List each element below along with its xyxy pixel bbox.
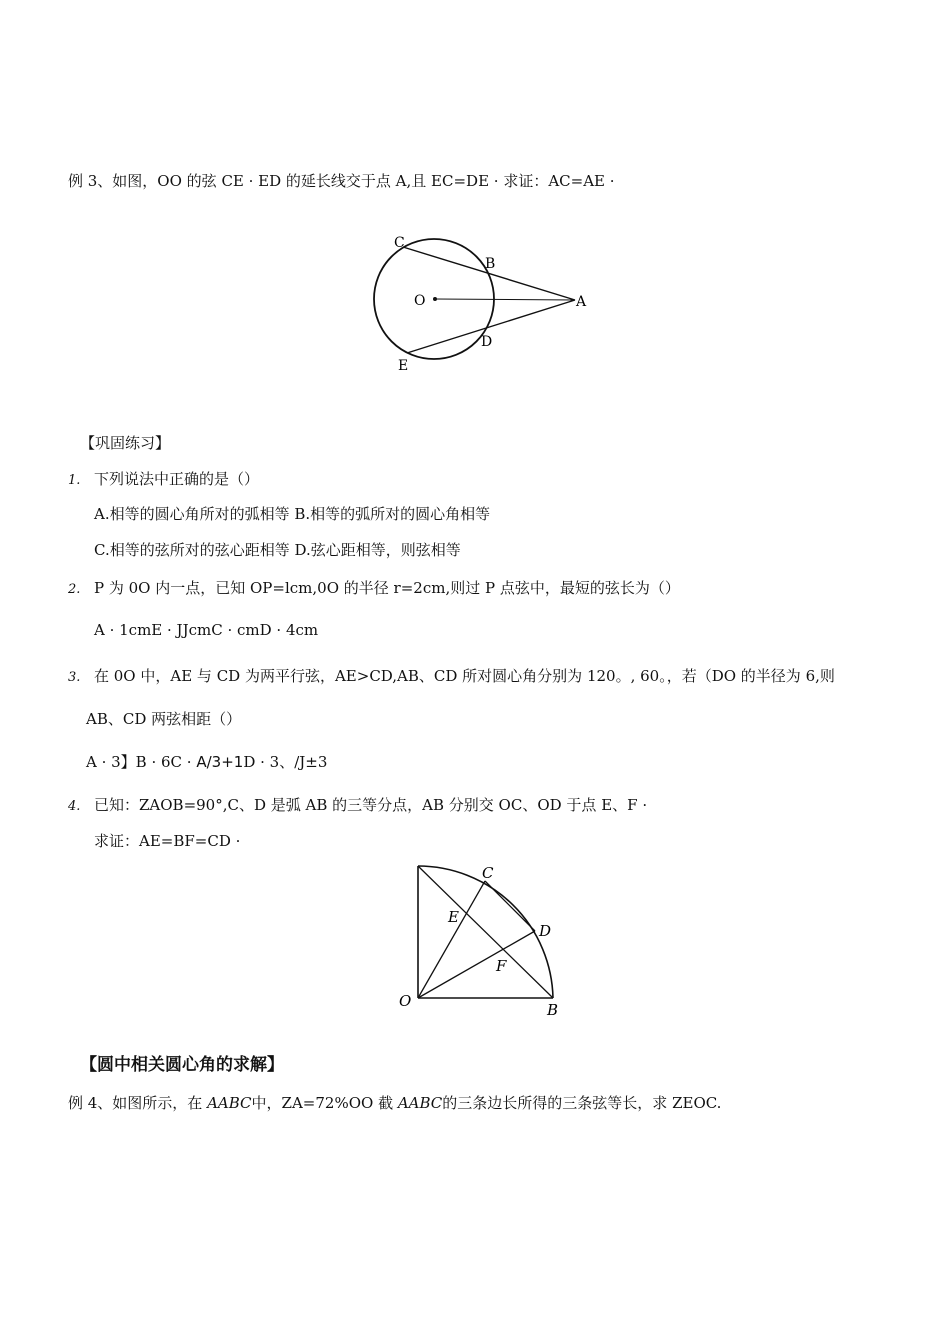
question-1-options-cd: C.相等的弦所对的弦心距相等 D.弦心距相等，则弦相等 — [94, 541, 461, 559]
segment-od — [418, 931, 535, 998]
question-4-number: 4. — [68, 799, 81, 814]
label-f: F — [496, 957, 507, 975]
question-2-number: 2. — [68, 582, 81, 597]
segment-oa — [435, 299, 575, 300]
question-1-options-ab: A.相等的圆心角所对的弧相等 B.相等的弧所对的圆心角相等 — [94, 505, 491, 523]
question-1-text: 下列说法中正确的是（） — [94, 470, 260, 488]
question-3-option-c: A/3+1 — [196, 753, 244, 771]
question-2-text: P 为 0O 内一点，已知 OP=lcm,0O 的半径 r=2cm,则过 P 点弦中，最短的弦长为（） — [94, 579, 680, 597]
question-4-prove: 求证：AE=BF=CD · — [94, 832, 241, 850]
label-d: D — [481, 334, 493, 350]
label-c: C — [394, 235, 405, 251]
label-e: E — [448, 908, 459, 926]
question-3-options — [86, 752, 327, 772]
question-1 — [68, 469, 259, 491]
example-3-text: 例 3、如图，OO 的弦 CE · ED 的延长线交于点 A,且 EC=DE · 求证：AC=AE · — [68, 172, 615, 190]
question-4-text: 已知：ZAOB=90°,C、D 是弧 AB 的三等分点，AB 分别交 OC、OD 于点 E、F · — [94, 796, 648, 814]
label-c: C — [482, 864, 494, 882]
practice-heading: 【巩固练习】 — [80, 434, 171, 452]
figure-quarter-circle — [395, 858, 570, 1018]
example-4-text — [68, 1093, 721, 1113]
question-3-options-ab: A · 3】B · 6C · — [86, 753, 197, 771]
question-3-option-d: D · 3、/J±3 — [243, 753, 328, 771]
label-o: O — [414, 293, 426, 309]
question-4 — [68, 795, 647, 817]
section-heading: 【圆中相关圆心角的求解】 — [80, 1055, 284, 1075]
question-3-number: 3. — [68, 670, 81, 685]
center-point — [433, 297, 437, 301]
question-3-text: 在 0O 中，AE 与 CD 为两平行弦，AE>CD,AB、CD 所对圆心角分别为 120。, 60。，若（DO 的半径为 6,则 — [94, 667, 835, 685]
question-1-number: 1. — [68, 473, 81, 488]
example-4-triangle-2: AABC — [397, 1094, 443, 1112]
label-e: E — [398, 358, 409, 374]
example-4-triangle-1: AABC — [207, 1094, 252, 1112]
example-4-suffix: 的三条边长所得的三条弦等长，求 ZEOC. — [442, 1094, 722, 1112]
question-3 — [68, 666, 835, 688]
example-4-prefix: 例 4、如图所示，在 — [68, 1094, 208, 1112]
example-4-mid: 中，ZA=72%OO 截 — [251, 1094, 398, 1112]
label-a: A — [576, 294, 587, 310]
question-3-text-continued: AB、CD 两弦相距（） — [86, 710, 242, 728]
label-o: O — [399, 992, 412, 1010]
chord-cd — [485, 881, 535, 931]
label-d: D — [539, 922, 552, 940]
question-2 — [68, 578, 680, 600]
question-2-options: A · 1cmE · JJcmC · cmD · 4cm — [94, 621, 319, 639]
label-b: B — [485, 256, 496, 272]
figure-circle-secants — [360, 228, 600, 378]
label-b: B — [547, 1001, 559, 1018]
secant-ca — [403, 247, 575, 300]
